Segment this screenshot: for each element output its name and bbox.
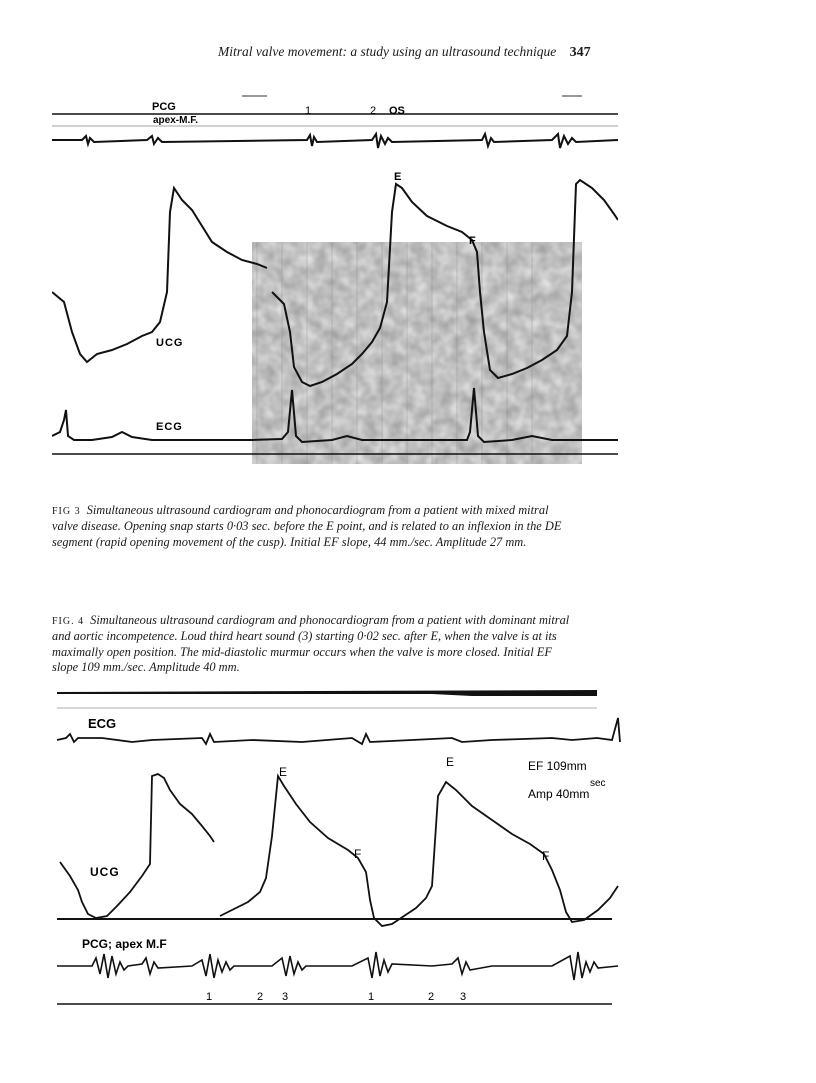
- fig4-ecg-label: ECG: [88, 716, 117, 731]
- running-title: Mitral valve movement: a study using an ultrasound technique: [218, 44, 557, 59]
- ucg-trace: [52, 188, 267, 362]
- fig4-sound-3a: 3: [282, 991, 289, 1003]
- fig3-f-point-label: F: [469, 235, 476, 247]
- fig3-ecg-label: ECG: [156, 421, 183, 433]
- fig4-sound-2b: 2: [428, 991, 435, 1003]
- fig4-sound-1a: 1: [206, 991, 213, 1003]
- fig4-e-point-2-label: E: [446, 755, 455, 769]
- figure-3-caption-label: FIG 3: [52, 506, 81, 517]
- fig3-pcg-label: PCG: [152, 101, 176, 113]
- fig4-f-point-2-label: F: [542, 849, 550, 863]
- fig4-f-point-1-label: F: [354, 847, 362, 861]
- fig4-sound-2a: 2: [257, 991, 264, 1003]
- fig4-ucg-trace: [60, 774, 214, 918]
- fig3-sound-2-label: 2: [370, 105, 377, 117]
- figure-3-trace: [52, 92, 618, 464]
- pcg-apex-trace: [52, 134, 618, 148]
- page-number: 347: [569, 45, 591, 60]
- figure-4-caption-label: FIG. 4: [52, 616, 85, 627]
- figure-3-svg: [52, 92, 618, 464]
- fig3-os-label: OS: [389, 105, 405, 117]
- fig4-sound-3b: 3: [460, 991, 467, 1003]
- fig4-e-point-1-label: E: [279, 765, 288, 779]
- figure-3-caption: [52, 503, 572, 550]
- fig4-ef-value: EF 109mm: [528, 759, 587, 773]
- figure-4-caption: [52, 613, 572, 676]
- fig4-pcg-trace: [57, 952, 618, 980]
- figure-4-trace: [52, 686, 624, 1016]
- fig3-ucg-label: UCG: [156, 337, 184, 349]
- fig4-pcg-label: PCG; apex M.F: [82, 937, 167, 951]
- figure-4-svg: [52, 686, 624, 1016]
- fig4-ucg-label: UCG: [90, 865, 120, 879]
- fig3-e-point-label: E: [394, 171, 402, 183]
- figure-4-caption-text: Simultaneous ultrasound cardiogram and phonocardiogram from a patient with dominant mitral and aortic incompetence. Loud third heart sound (3) starting 0·02 sec. after E, when the valve is at its maximally open position. The mid-diastolic murmur occurs when the valve is more closed. Initial EF slope 109 mm./sec. Amplitude 40 mm.: [52, 613, 570, 675]
- fig4-ecg-trace: [57, 718, 620, 744]
- figure-3-caption-text: Simultaneous ultrasound cardiogram and phonocardiogram from a patient with mixed mitral valve disease. Opening snap starts 0·03 sec. before the E point, and is related to an inflexion in the DE segment (rapid opening movement of the cusp). Initial EF slope, 44 mm./sec. Amplitude 27 mm.: [52, 503, 562, 549]
- fig3-sound-1-label: 1: [305, 105, 312, 117]
- fig4-ef-unit: sec: [590, 778, 606, 789]
- running-header: [218, 44, 591, 61]
- fig4-sound-1b: 1: [368, 991, 375, 1003]
- fig3-apex-label: apex-M.F.: [153, 115, 199, 126]
- fig4-amp-value: Amp 40mm: [528, 787, 590, 801]
